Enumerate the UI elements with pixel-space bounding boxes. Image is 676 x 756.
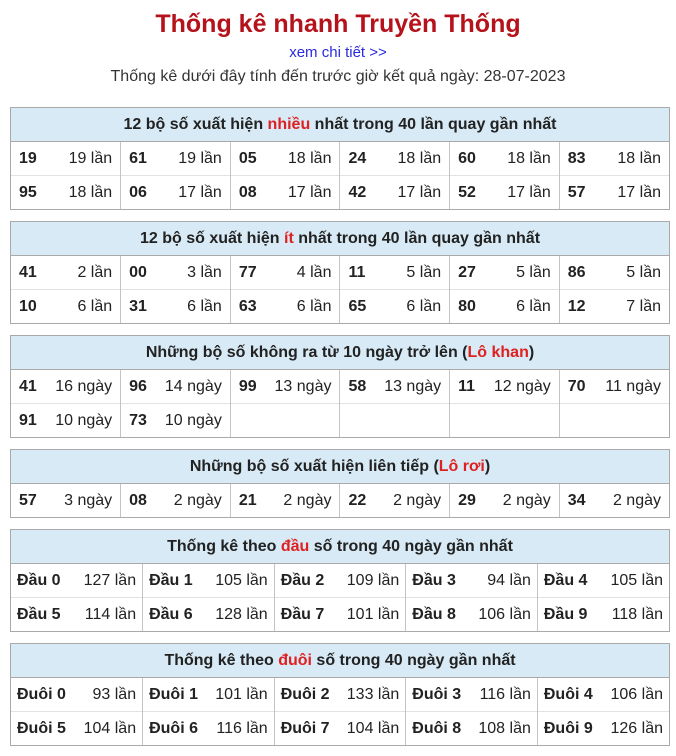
stat-count: 14 ngày — [164, 377, 222, 395]
stat-count: 3 ngày — [64, 491, 113, 509]
section-title — [11, 644, 669, 678]
section-title-text: 12 bộ số xuất hiện — [139, 230, 284, 247]
stat-cell — [537, 678, 669, 712]
section-title-text: nhất trong 40 lần quay gần nhất — [293, 230, 541, 247]
stat-count: 109 lần — [346, 571, 400, 589]
stat-number: 19 — [19, 149, 37, 167]
most-frequent-section — [10, 107, 670, 210]
stat-count: 2 ngày — [502, 491, 551, 509]
section-title-highlight: Lô rơi — [438, 458, 485, 475]
stat-number: Đuôi 2 — [280, 685, 330, 703]
section-title-text: Thống kê theo — [167, 538, 281, 555]
stat-cell — [340, 256, 450, 290]
table-row — [11, 370, 669, 404]
stat-cell — [121, 484, 231, 517]
section-title-text: ) — [528, 344, 535, 361]
stat-number: 80 — [458, 297, 476, 315]
stat-count: 106 lần — [610, 685, 663, 703]
stat-cell — [537, 712, 669, 746]
stats-table — [11, 564, 669, 631]
stat-cell — [537, 598, 669, 632]
stat-cell — [11, 598, 143, 632]
duoi-stats-section — [10, 643, 670, 746]
stat-number: Đuôi 0 — [17, 685, 66, 703]
stat-cell — [340, 176, 450, 210]
stat-cell — [11, 564, 143, 598]
table-row — [11, 256, 669, 290]
table-row — [11, 678, 669, 712]
stat-count: 2 ngày — [612, 491, 661, 509]
section-title-text: nhất trong 40 lần quay gần nhất — [310, 116, 557, 133]
stat-count: 18 lần — [617, 149, 661, 167]
stat-number: 95 — [19, 183, 37, 201]
stat-cell — [559, 176, 669, 210]
stat-count: 4 lần — [296, 263, 332, 281]
stat-count: 17 lần — [178, 183, 222, 201]
table-row — [11, 564, 669, 598]
section-title-text: Thống kê theo — [164, 652, 279, 669]
stats-table — [11, 142, 669, 209]
stat-cell — [406, 678, 538, 712]
stat-number: 22 — [348, 491, 367, 509]
stat-count: 128 lần — [215, 605, 268, 623]
dau-stats-section — [10, 529, 670, 632]
section-title-text: Những bộ số không ra từ 10 ngày trở lên ( — [145, 344, 468, 361]
table-row — [11, 142, 669, 176]
stat-number: Đuôi 9 — [543, 719, 593, 737]
stat-count: 17 lần — [507, 183, 551, 201]
stat-count: 17 lần — [287, 183, 332, 201]
stat-number: 73 — [129, 411, 147, 429]
stat-number: 41 — [19, 377, 37, 395]
stats-table — [11, 484, 669, 517]
stat-number: Đầu 6 — [149, 605, 193, 623]
stat-cell — [11, 404, 121, 438]
stat-count: 19 lần — [178, 149, 222, 167]
stat-number: Đầu 7 — [280, 605, 325, 623]
section-title — [11, 336, 669, 370]
stat-number: 99 — [238, 377, 257, 395]
stat-number: 24 — [348, 149, 367, 167]
stat-cell — [450, 484, 560, 517]
section-title-highlight: nhiều — [267, 116, 311, 133]
stat-count: 2 ngày — [393, 491, 442, 509]
section-title-text: ) — [484, 458, 491, 475]
stat-number: Đuôi 8 — [412, 719, 462, 737]
stats-table — [11, 256, 669, 323]
table-row — [11, 484, 669, 517]
stat-number: 70 — [567, 377, 586, 395]
stat-number: Đuôi 1 — [149, 685, 198, 703]
stat-cell — [274, 564, 406, 598]
stat-count: 3 lần — [187, 263, 222, 281]
stat-cell — [450, 370, 560, 404]
page-title: Thống kê nhanh Truyền Thống — [155, 10, 521, 38]
table-row — [11, 404, 669, 438]
section-title — [11, 450, 669, 484]
section-title-highlight: ít — [284, 230, 294, 247]
stat-number: 11 — [458, 377, 476, 395]
page-header — [0, 0, 676, 88]
stat-count: 5 lần — [406, 263, 442, 281]
stat-number: 05 — [238, 149, 257, 167]
stat-cell — [450, 404, 560, 438]
stat-cell — [274, 598, 406, 632]
stat-cell — [559, 404, 669, 438]
stat-cell — [11, 176, 121, 210]
stat-cell — [340, 484, 450, 517]
stat-cell — [121, 142, 231, 176]
stat-cell — [121, 370, 231, 404]
stat-number: 61 — [129, 149, 147, 167]
stat-cell — [559, 142, 669, 176]
section-title-text: số trong 40 ngày gần nhất — [311, 652, 516, 669]
stat-number: 91 — [19, 411, 37, 429]
section-title — [11, 108, 669, 142]
stat-count: 116 lần — [216, 719, 268, 737]
stat-count: 13 ngày — [274, 377, 332, 395]
stat-cell — [11, 370, 121, 404]
stat-count: 12 ngày — [493, 377, 551, 395]
stat-number: Đầu 8 — [412, 605, 456, 623]
stat-number: 52 — [458, 183, 476, 201]
section-title-text: 12 bộ số xuất hiện — [123, 116, 268, 133]
stat-cell — [230, 404, 340, 438]
stat-cell — [230, 142, 340, 176]
stat-number: 31 — [129, 297, 147, 315]
stat-number: Đuôi 4 — [543, 685, 593, 703]
stat-count: 18 lần — [397, 149, 442, 167]
stat-count: 18 lần — [507, 149, 551, 167]
stat-cell — [11, 712, 143, 746]
stat-count: 6 lần — [77, 297, 113, 315]
stat-count: 2 ngày — [283, 491, 332, 509]
stat-number: 34 — [567, 491, 586, 509]
table-row — [11, 290, 669, 324]
stat-cell — [559, 484, 669, 517]
stat-number: 42 — [348, 183, 367, 201]
stat-number: 08 — [238, 183, 257, 201]
stat-count: 116 lần — [479, 685, 531, 703]
section-title-text: số trong 40 ngày gần nhất — [309, 538, 513, 555]
stat-cell — [450, 176, 560, 210]
stat-number: Đầu 1 — [149, 571, 193, 589]
stat-number: Đuôi 6 — [149, 719, 198, 737]
stat-cell — [559, 290, 669, 324]
stat-count: 101 lần — [346, 605, 400, 623]
least-frequent-section — [10, 221, 670, 324]
stat-count: 101 lần — [215, 685, 268, 703]
stat-count: 6 lần — [187, 297, 222, 315]
page-subtitle: Thống kê dưới đây tính đến trước giờ kết quả ngày: 28-07-2023 — [110, 68, 566, 85]
stat-cell — [340, 142, 450, 176]
stat-count: 106 lần — [478, 605, 531, 623]
stat-count: 17 lần — [397, 183, 442, 201]
stat-count: 5 lần — [626, 263, 661, 281]
table-row — [11, 176, 669, 210]
stat-count: 126 lần — [610, 719, 663, 737]
stat-count: 16 ngày — [55, 377, 113, 395]
section-title-highlight: Lô khan — [467, 344, 529, 361]
stat-cell — [230, 290, 340, 324]
stat-count: 93 lần — [92, 685, 137, 703]
stat-cell — [121, 176, 231, 210]
stat-count: 2 lần — [77, 263, 113, 281]
stat-count: 6 lần — [296, 297, 332, 315]
stat-number: Đuôi 7 — [280, 719, 330, 737]
stat-number: Đầu 0 — [17, 571, 61, 589]
stat-cell — [406, 564, 538, 598]
stat-cell — [11, 142, 121, 176]
stat-cell — [121, 290, 231, 324]
stat-cell — [143, 712, 275, 746]
stats-table — [11, 370, 669, 437]
stat-cell — [274, 712, 406, 746]
stat-cell — [143, 598, 275, 632]
stat-number: Đầu 9 — [543, 605, 588, 623]
stat-number: Đầu 4 — [543, 571, 588, 589]
stat-cell — [11, 484, 121, 517]
stat-number: Đuôi 3 — [412, 685, 462, 703]
stat-count: 104 lần — [346, 719, 400, 737]
stat-cell — [230, 370, 340, 404]
stat-count: 5 lần — [516, 263, 551, 281]
table-row — [11, 712, 669, 746]
stat-number: 06 — [129, 183, 147, 201]
stat-count: 11 ngày — [605, 377, 661, 395]
stat-count: 108 lần — [478, 719, 531, 737]
stat-cell — [537, 564, 669, 598]
stat-cell — [121, 404, 231, 438]
section-title — [11, 222, 669, 256]
stat-cell — [559, 370, 669, 404]
stat-count: 6 lần — [516, 297, 551, 315]
stat-number: Đuôi 5 — [17, 719, 66, 737]
stat-number: 29 — [458, 491, 476, 509]
stat-count: 13 ngày — [384, 377, 442, 395]
stat-number: 21 — [238, 491, 257, 509]
stat-cell — [143, 678, 275, 712]
stat-count: 105 lần — [610, 571, 663, 589]
stat-cell — [274, 678, 406, 712]
stat-count: 7 lần — [626, 297, 661, 315]
stat-cell — [340, 404, 450, 438]
stat-count: 6 lần — [406, 297, 442, 315]
stat-number: 77 — [238, 263, 257, 281]
section-title-text: Những bộ số xuất hiện liên tiếp ( — [189, 458, 439, 475]
stat-count: 19 lần — [68, 149, 113, 167]
stat-number: 57 — [567, 183, 586, 201]
stat-cell — [11, 256, 121, 290]
stat-number: 57 — [19, 491, 37, 509]
stat-number: 12 — [567, 297, 586, 315]
stat-number: 11 — [348, 263, 366, 281]
section-title-highlight: đuôi — [278, 652, 312, 669]
stat-cell — [450, 290, 560, 324]
stat-number: Đầu 3 — [412, 571, 456, 589]
stat-cell — [559, 256, 669, 290]
stat-count: 18 lần — [287, 149, 332, 167]
stat-count: 94 lần — [487, 571, 531, 589]
lo-khan-section — [10, 335, 670, 438]
stat-number: 00 — [129, 263, 147, 281]
stat-cell — [340, 290, 450, 324]
section-title — [11, 530, 669, 564]
table-row — [11, 598, 669, 632]
stat-count: 104 lần — [83, 719, 137, 737]
stat-cell — [11, 290, 121, 324]
stat-cell — [230, 256, 340, 290]
stat-count: 105 lần — [215, 571, 268, 589]
stat-count: 17 lần — [617, 183, 661, 201]
stat-count: 127 lần — [83, 571, 137, 589]
stat-cell — [450, 142, 560, 176]
stat-number: Đầu 2 — [280, 571, 325, 589]
stat-cell — [406, 712, 538, 746]
stat-count: 10 ngày — [55, 411, 113, 429]
stat-number: 10 — [19, 297, 37, 315]
stat-number: 96 — [129, 377, 147, 395]
stat-cell — [340, 370, 450, 404]
stat-number: 83 — [567, 149, 586, 167]
stat-number: 58 — [348, 377, 367, 395]
stat-cell — [406, 598, 538, 632]
stat-number: 27 — [458, 263, 476, 281]
stat-cell — [450, 256, 560, 290]
stat-number: 60 — [458, 149, 476, 167]
view-detail-link[interactable]: xem chi tiết >> — [289, 44, 387, 61]
stat-count: 10 ngày — [164, 411, 222, 429]
stat-number: 08 — [129, 491, 147, 509]
stat-cell — [143, 564, 275, 598]
stat-count: 118 lần — [611, 605, 663, 623]
stats-table — [11, 678, 669, 745]
lo-roi-section — [10, 449, 670, 518]
section-title-highlight: đầu — [280, 538, 310, 555]
stat-cell — [121, 256, 231, 290]
stat-cell — [230, 176, 340, 210]
stat-number: 86 — [567, 263, 586, 281]
stat-number: 41 — [19, 263, 37, 281]
stat-count: 2 ngày — [173, 491, 222, 509]
stat-number: Đầu 5 — [17, 605, 61, 623]
stat-number: 65 — [348, 297, 367, 315]
stat-cell — [11, 678, 143, 712]
stat-count: 114 lần — [84, 605, 137, 623]
stat-count: 133 lần — [346, 685, 400, 703]
stat-number: 63 — [238, 297, 257, 315]
stat-count: 18 lần — [68, 183, 113, 201]
stat-cell — [230, 484, 340, 517]
